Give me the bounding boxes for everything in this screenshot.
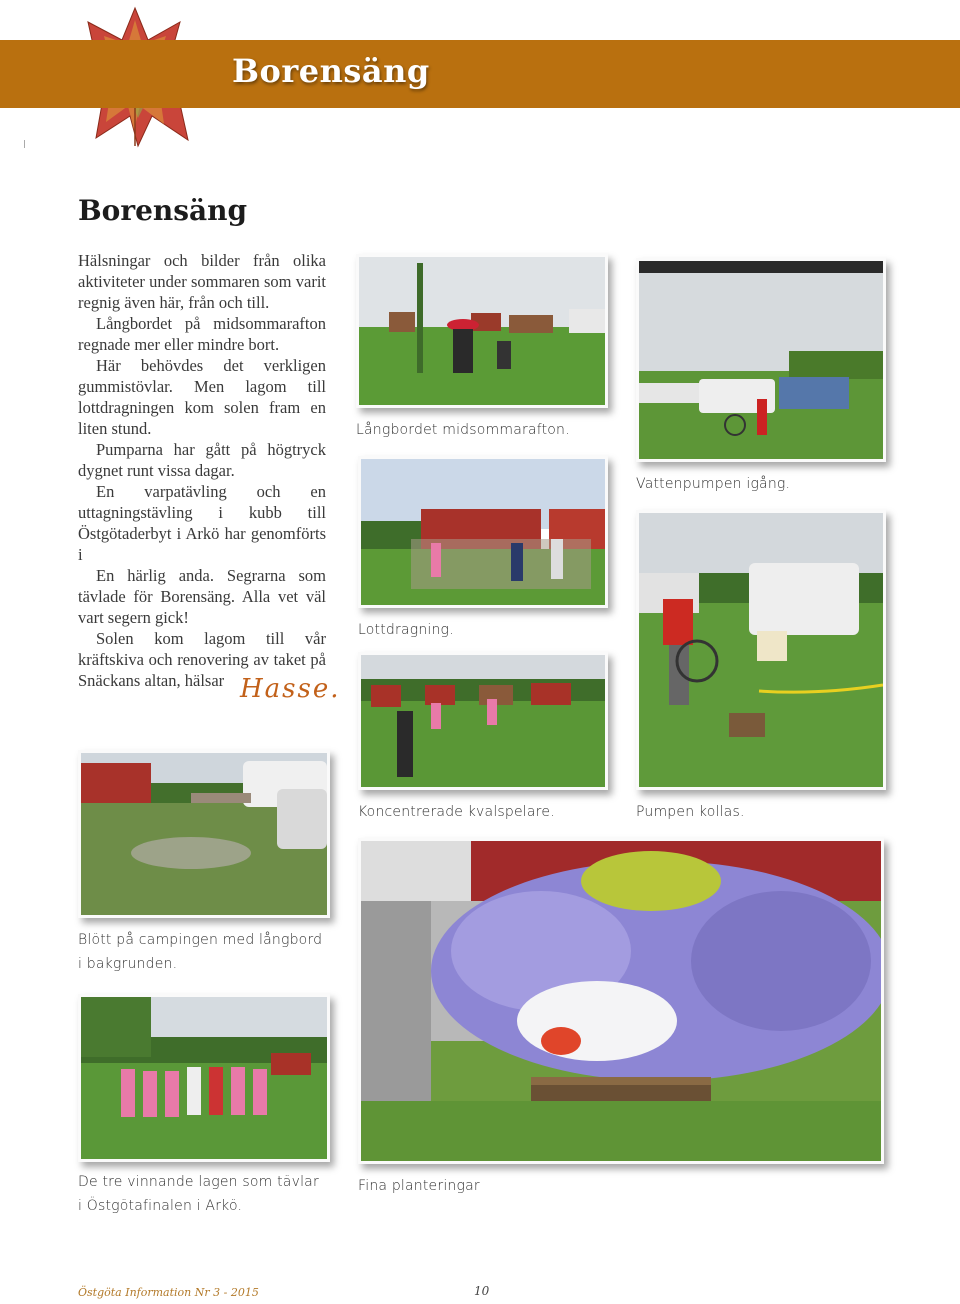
paragraph: Pumparna har gått på högtryck dygnet runt vissa dagar. [78, 440, 326, 480]
photo-kvalspelare [358, 652, 608, 790]
paragraph: Solen kom lagom till vår kräftskiva och renovering av taket på Snäckans altan, hälsar [78, 629, 326, 690]
photo-planteringar [358, 838, 884, 1164]
article-body [78, 250, 326, 691]
photo-pumpen [636, 510, 886, 790]
photo-blott [78, 750, 330, 918]
crop-mark [24, 140, 25, 148]
paragraph: En varpatävling och en uttagningstävling i kubb till Östgötaderbyt i Arkö har genomförts i [78, 482, 326, 564]
caption-lottdragning: Lottdragning. [358, 622, 454, 638]
article-title: Borensäng [78, 194, 248, 227]
paragraph: Hälsningar och bilder från olika aktiviteter under sommaren som varit regnig även här, från och till. [78, 251, 326, 312]
banner-title: Borensäng [232, 52, 430, 90]
photo-vinnande [78, 994, 330, 1162]
caption-planteringar: Fina planteringar [358, 1178, 480, 1194]
photo-lottdragning [358, 456, 608, 608]
paragraph: En härlig anda. Segrarna som tävlade för Borensäng. Alla vet väl vart segern gick! [78, 566, 326, 627]
photo-midsommar [356, 254, 608, 408]
page-number: 10 [474, 1284, 490, 1298]
caption-kvalspelare: Koncentrerade kvalspelare. [358, 804, 555, 820]
header-banner [0, 40, 960, 108]
footer-publication: Östgöta Information Nr 3 - 2015 [78, 1286, 259, 1299]
paragraph: Långbordet på midsommarafton regnade mer eller mindre bort. [78, 314, 326, 354]
caption-vattenpumpen: Vattenpumpen igång. [636, 476, 791, 492]
paragraph: Här behövdes det verkligen gummistövlar. Men lagom till lottdragningen kom solen fram en liten stund. [78, 356, 326, 438]
caption-pumpen: Pumpen kollas. [636, 804, 745, 820]
caption-vinnande: De tre vinnande lagen som tävlar i Östgötafinalen i Arkö. [78, 1174, 319, 1214]
caption-blott: Blött på campingen med långbord i bakgrunden. [78, 932, 323, 972]
photo-vattenpumpen [636, 258, 886, 462]
caption-midsommar: Långbordet midsommarafton. [356, 422, 570, 438]
signature: Hasse. [240, 674, 341, 704]
